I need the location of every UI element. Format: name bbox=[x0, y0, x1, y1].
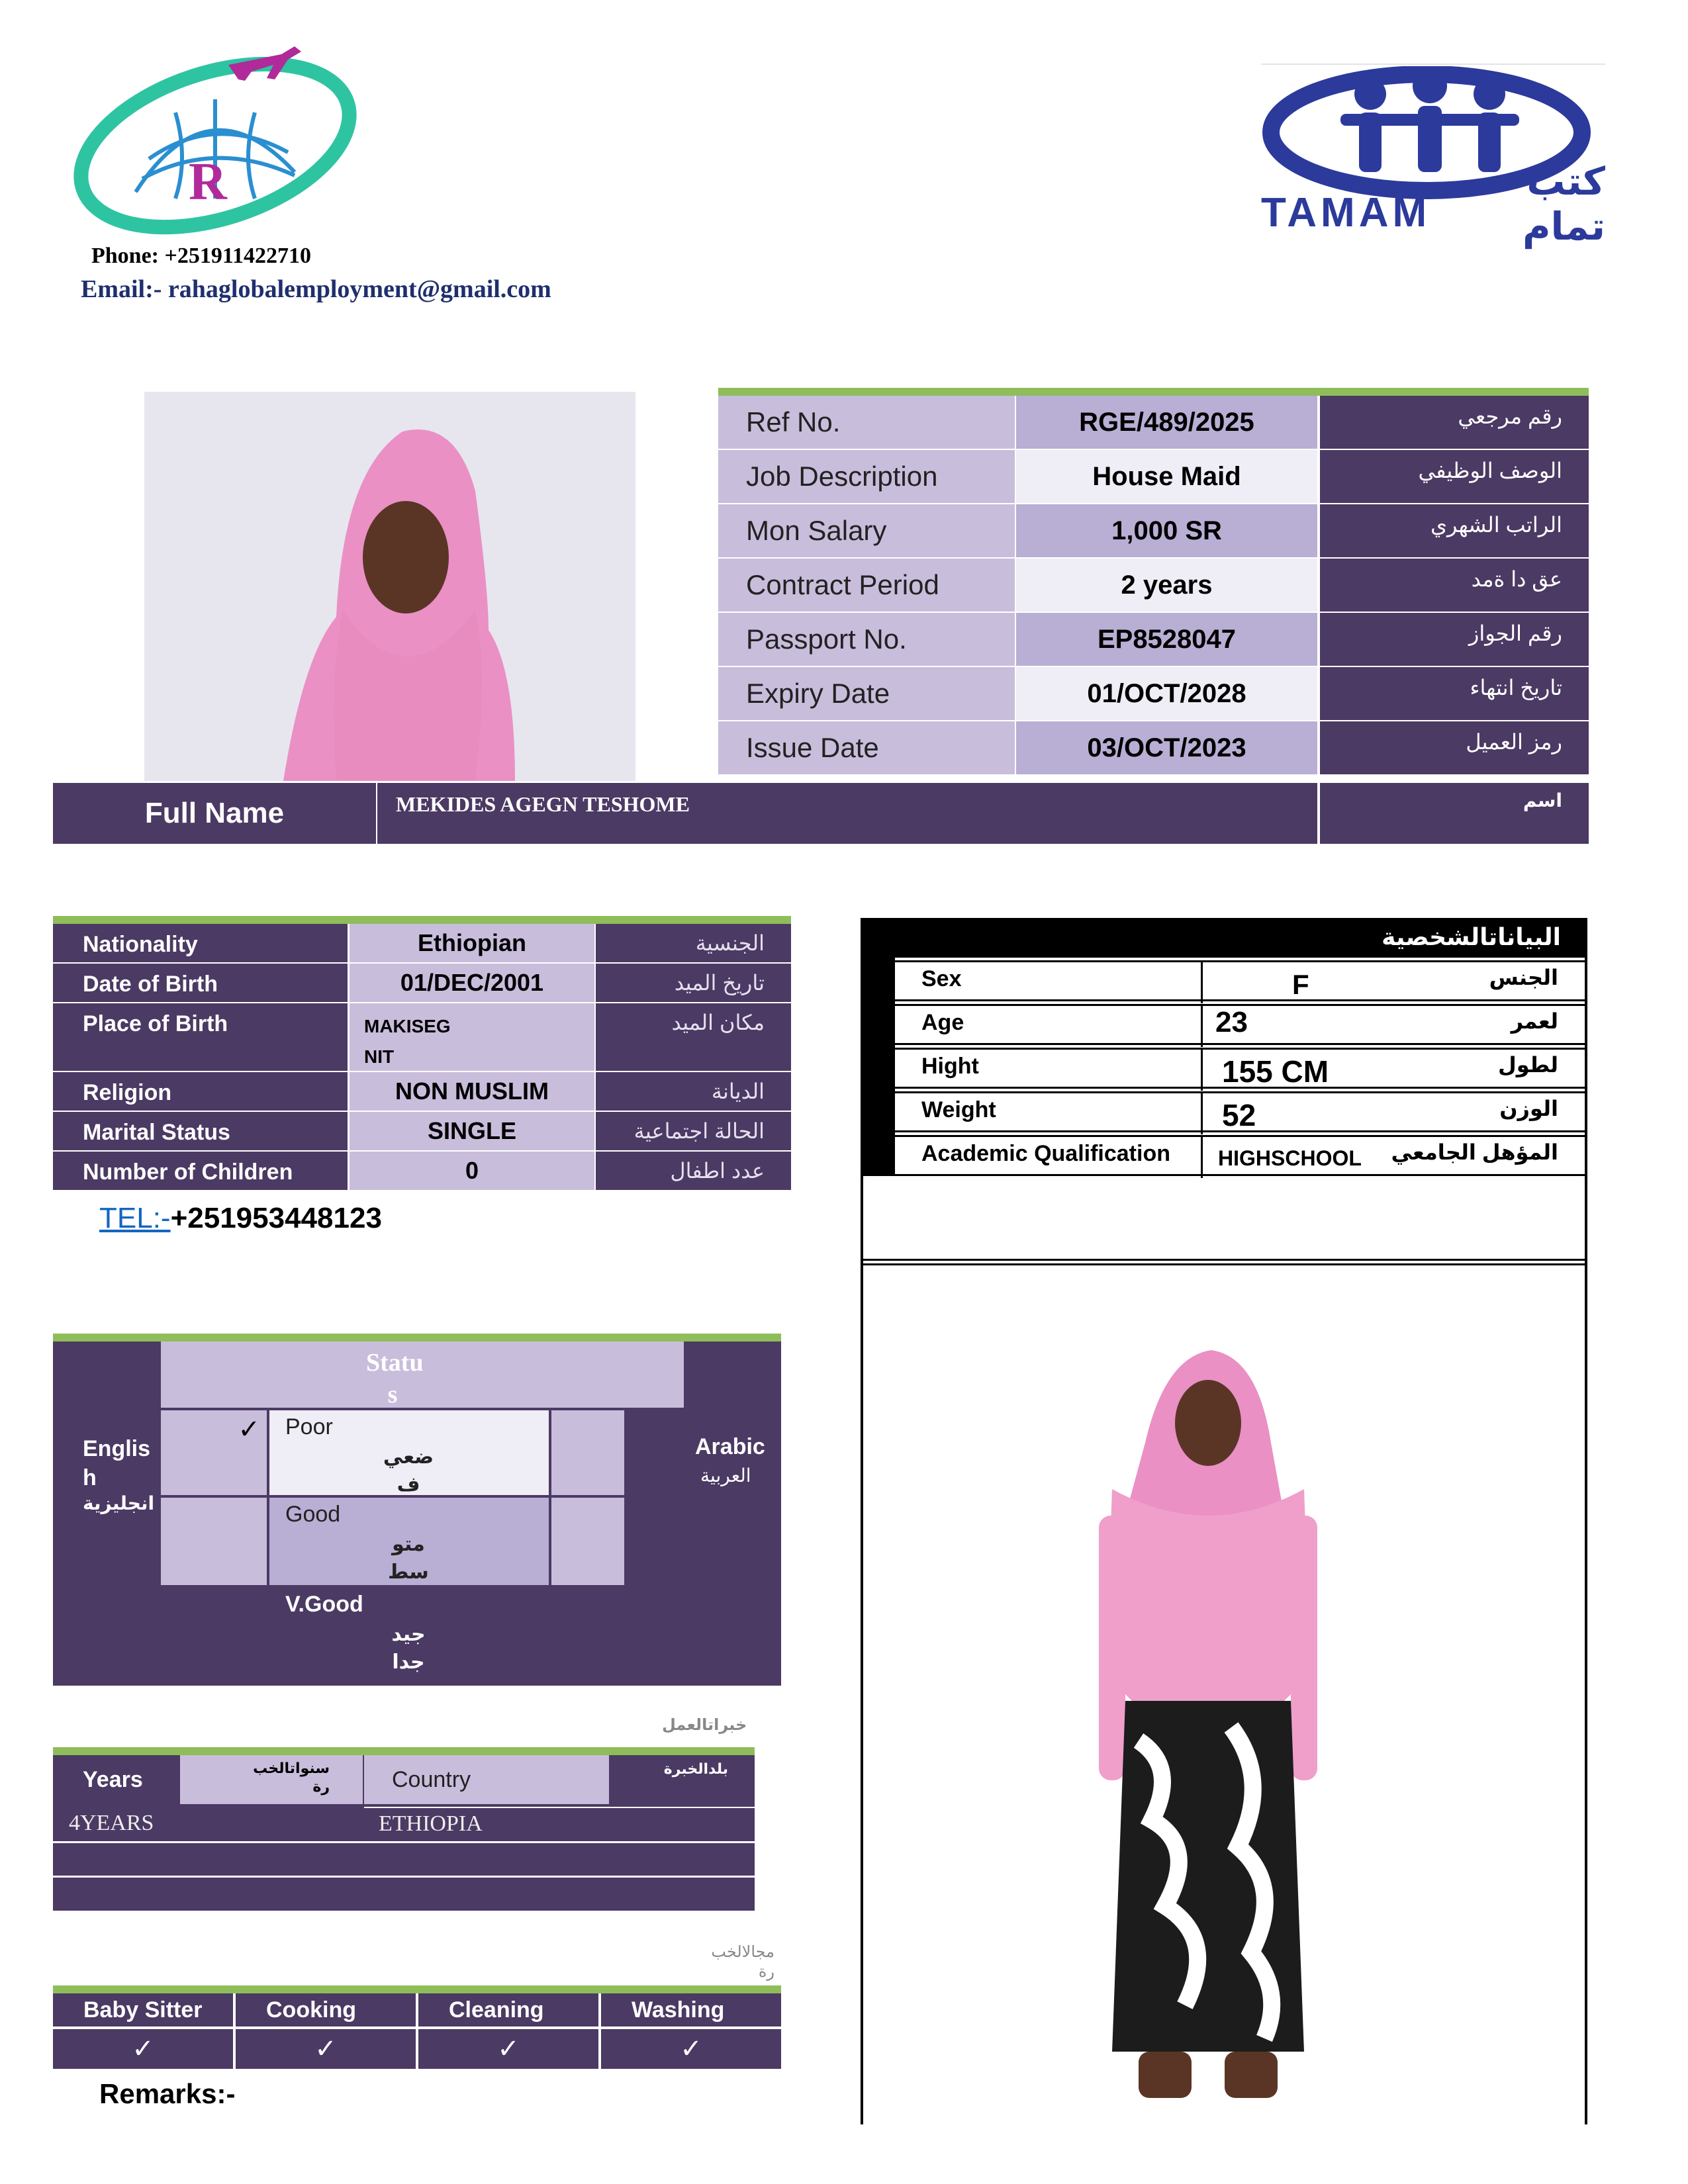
level-arabic: جيد جدا bbox=[391, 1623, 426, 1673]
level-label: V.Good bbox=[285, 1592, 363, 1617]
full-body-photo bbox=[1086, 1343, 1331, 2111]
job-row-arabic: عق دا ةمد bbox=[1320, 559, 1589, 612]
personal-row-arabic: مكان الميد bbox=[596, 1003, 791, 1071]
experience-row-line bbox=[53, 1841, 755, 1843]
level-cell bbox=[269, 1588, 549, 1683]
arabic-label: Arabic bbox=[695, 1434, 765, 1459]
skill-check[interactable]: ✓ bbox=[601, 2029, 781, 2069]
language-table bbox=[53, 1342, 781, 1686]
agency-logo-letter: R bbox=[189, 153, 227, 211]
job-row-value: 03/OCT/2023 bbox=[1016, 721, 1317, 774]
personal-data-row bbox=[895, 960, 1585, 1001]
personal-data-row bbox=[895, 1048, 1585, 1089]
panel-left-border bbox=[861, 918, 863, 2124]
level-arabic: ضعي ف bbox=[383, 1446, 434, 1496]
personal-data-header-arabic: البياناتالشخصية bbox=[1382, 923, 1561, 950]
personal-data-side-bar bbox=[861, 958, 895, 1176]
job-row-arabic: رقم الجواز bbox=[1320, 613, 1589, 666]
tamam-logo-arabic: كتب تمام bbox=[1523, 160, 1605, 248]
skill-label: Baby Sitter bbox=[53, 1993, 233, 2026]
tamam-logo bbox=[1261, 66, 1605, 248]
personal-data-row bbox=[895, 1004, 1585, 1045]
personal-row-value: 0 bbox=[350, 1152, 594, 1190]
full-name-arabic: اسم bbox=[1320, 783, 1589, 844]
personal-data-row bbox=[895, 1135, 1585, 1176]
job-row-label: Passport No. bbox=[718, 613, 1015, 666]
personal-data-label: Sex bbox=[921, 966, 962, 991]
full-name-label: Full Name bbox=[53, 783, 376, 844]
agency-logo bbox=[63, 40, 367, 238]
job-row-label: Contract Period bbox=[718, 559, 1015, 612]
personal-data-arabic: لطول bbox=[1497, 1053, 1558, 1077]
job-row-label: Issue Date bbox=[718, 721, 1015, 774]
status-header bbox=[161, 1342, 684, 1408]
skill-check[interactable]: ✓ bbox=[236, 2029, 416, 2069]
arabic-check-cell[interactable] bbox=[551, 1498, 624, 1585]
personal-data-value: 52 bbox=[1222, 1098, 1256, 1132]
level-label: Good bbox=[285, 1502, 341, 1527]
personal-row-label: Date of Birth bbox=[53, 964, 348, 1002]
job-row-arabic: الراتب الشهري bbox=[1320, 504, 1589, 557]
personal-data-arabic: الجنس bbox=[1489, 966, 1558, 989]
job-row-arabic: رقم مرجعي bbox=[1320, 396, 1589, 449]
personal-row-arabic: عدد اطفال bbox=[596, 1152, 791, 1190]
arabic-label-arabic: العربية bbox=[700, 1465, 751, 1486]
personal-row-label: Place of Birth bbox=[53, 1003, 348, 1071]
personal-data-divider bbox=[1201, 962, 1203, 1003]
skill-label: Cleaning bbox=[418, 1993, 598, 2026]
skills-table-top-bar bbox=[53, 1985, 781, 1993]
personal-data-value: 23 bbox=[1215, 1006, 1248, 1038]
personal-row-label: Marital Status bbox=[53, 1112, 348, 1150]
job-row-value: EP8528047 bbox=[1016, 613, 1317, 666]
personal-data-divider bbox=[1201, 1050, 1203, 1091]
level-arabic: متو سط bbox=[388, 1533, 429, 1583]
job-row-value: House Maid bbox=[1016, 450, 1317, 503]
skills-title-arabic: مجالالخب رة bbox=[711, 1943, 774, 1981]
tel-number: +251953448123 bbox=[170, 1202, 382, 1234]
experience-row-line bbox=[53, 1876, 755, 1878]
years-header-arabic: سنواتالخب رة bbox=[180, 1755, 363, 1804]
personal-data-divider bbox=[1201, 1006, 1203, 1047]
personal-row-arabic: الجنسية bbox=[596, 924, 791, 962]
tel-prefix-link[interactable]: TEL:- bbox=[99, 1202, 171, 1234]
tel-line bbox=[99, 1202, 382, 1235]
english-check-cell[interactable] bbox=[161, 1410, 267, 1495]
personal-row-label: Number of Children bbox=[53, 1152, 348, 1190]
personal-data-divider bbox=[1201, 1093, 1203, 1134]
agency-phone: Phone: +251911422710 bbox=[91, 244, 311, 268]
personal-row-value: MAKISEG NIT bbox=[350, 1003, 594, 1071]
personal-row-arabic: الديانة bbox=[596, 1072, 791, 1111]
job-row-label: Expiry Date bbox=[718, 667, 1015, 720]
english-check-mark: ✓ bbox=[238, 1414, 260, 1445]
language-table-top-bar bbox=[53, 1334, 781, 1342]
panel-right-border bbox=[1585, 918, 1587, 2124]
personal-data-divider bbox=[1201, 1137, 1203, 1178]
personal-row-value: 01/DEC/2001 bbox=[350, 964, 594, 1002]
english-check-cell[interactable] bbox=[161, 1588, 267, 1683]
job-row-value: 1,000 SR bbox=[1016, 504, 1317, 557]
status-header-text: Statu s bbox=[366, 1349, 424, 1408]
personal-row-value: SINGLE bbox=[350, 1112, 594, 1150]
country-header-arabic: بلدالخبرة bbox=[663, 1760, 728, 1777]
job-row-arabic: الوصف الوظيفي bbox=[1320, 450, 1589, 503]
job-row-value: 2 years bbox=[1016, 559, 1317, 612]
personal-data-value: F bbox=[1292, 969, 1309, 1000]
personal-row-value: Ethiopian bbox=[350, 924, 594, 962]
personal-data-label: Weight bbox=[921, 1097, 996, 1122]
personal-row-label: Religion bbox=[53, 1072, 348, 1111]
panel-divider bbox=[861, 1259, 1587, 1265]
job-row-label: Mon Salary bbox=[718, 504, 1015, 557]
tamam-top-rule bbox=[1261, 64, 1605, 65]
job-row-value: RGE/489/2025 bbox=[1016, 396, 1317, 449]
personal-row-arabic: الحالة اجتماعية bbox=[596, 1112, 791, 1150]
personal-data-label: Academic Qualification bbox=[921, 1141, 1170, 1166]
personal-data-value: 155 CM bbox=[1222, 1054, 1329, 1089]
experience-table-top-bar bbox=[53, 1747, 755, 1755]
arabic-check-cell[interactable] bbox=[551, 1588, 624, 1683]
skill-check[interactable]: ✓ bbox=[418, 2029, 598, 2069]
experience-table bbox=[53, 1755, 755, 1911]
job-row-label: Job Description bbox=[718, 450, 1015, 503]
english-check-cell[interactable] bbox=[161, 1498, 267, 1585]
personal-row-arabic: تاريخ الميد bbox=[596, 964, 791, 1002]
personal-data-label: Age bbox=[921, 1010, 964, 1035]
experience-years: 4YEARS bbox=[69, 1811, 154, 1835]
skill-label: Cooking bbox=[236, 1993, 416, 2026]
headshot-photo bbox=[144, 392, 635, 781]
personal-row-label: Nationality bbox=[53, 924, 348, 962]
country-header: Country bbox=[364, 1755, 609, 1804]
english-label: Englis h bbox=[83, 1436, 151, 1490]
job-row-label: Ref No. bbox=[718, 396, 1015, 449]
tamam-logo-text: TAMAM bbox=[1261, 190, 1431, 236]
skill-check[interactable]: ✓ bbox=[53, 2029, 233, 2069]
agency-email: Email:- rahaglobalemployment@gmail.com bbox=[81, 275, 551, 303]
job-row-value: 01/OCT/2028 bbox=[1016, 667, 1317, 720]
personal-data-value: HIGHSCHOOL bbox=[1218, 1146, 1362, 1170]
english-label-arabic: انجليزية bbox=[83, 1493, 155, 1514]
job-table-top-bar bbox=[718, 388, 1589, 396]
level-cell bbox=[269, 1410, 549, 1495]
job-row-arabic: تاريخ انتهاء bbox=[1320, 667, 1589, 720]
remarks-label: Remarks:- bbox=[99, 2078, 236, 2109]
level-label: Poor bbox=[285, 1414, 333, 1439]
arabic-check-cell[interactable] bbox=[551, 1410, 624, 1495]
experience-title-arabic: خبراتالعمل bbox=[662, 1716, 747, 1734]
full-name-value: MEKIDES AGEGN TESHOME bbox=[377, 783, 1317, 844]
personal-data-row bbox=[895, 1091, 1585, 1132]
personal-data-header bbox=[861, 918, 1587, 958]
personal-data-label: Hight bbox=[921, 1054, 979, 1079]
skill-label: Washing bbox=[601, 1993, 781, 2026]
job-row-arabic: رمز العميل bbox=[1320, 721, 1589, 774]
personal-table-top-bar bbox=[53, 916, 791, 924]
years-header: Years bbox=[83, 1766, 143, 1792]
experience-country: ETHIOPIA bbox=[364, 1807, 755, 1840]
personal-row-value: NON MUSLIM bbox=[350, 1072, 594, 1111]
personal-data-arabic: الوزن bbox=[1499, 1097, 1558, 1120]
level-cell bbox=[269, 1498, 549, 1585]
personal-data-arabic: لعمر bbox=[1511, 1009, 1558, 1033]
personal-data-arabic: المؤهل الجامعي bbox=[1391, 1140, 1558, 1164]
